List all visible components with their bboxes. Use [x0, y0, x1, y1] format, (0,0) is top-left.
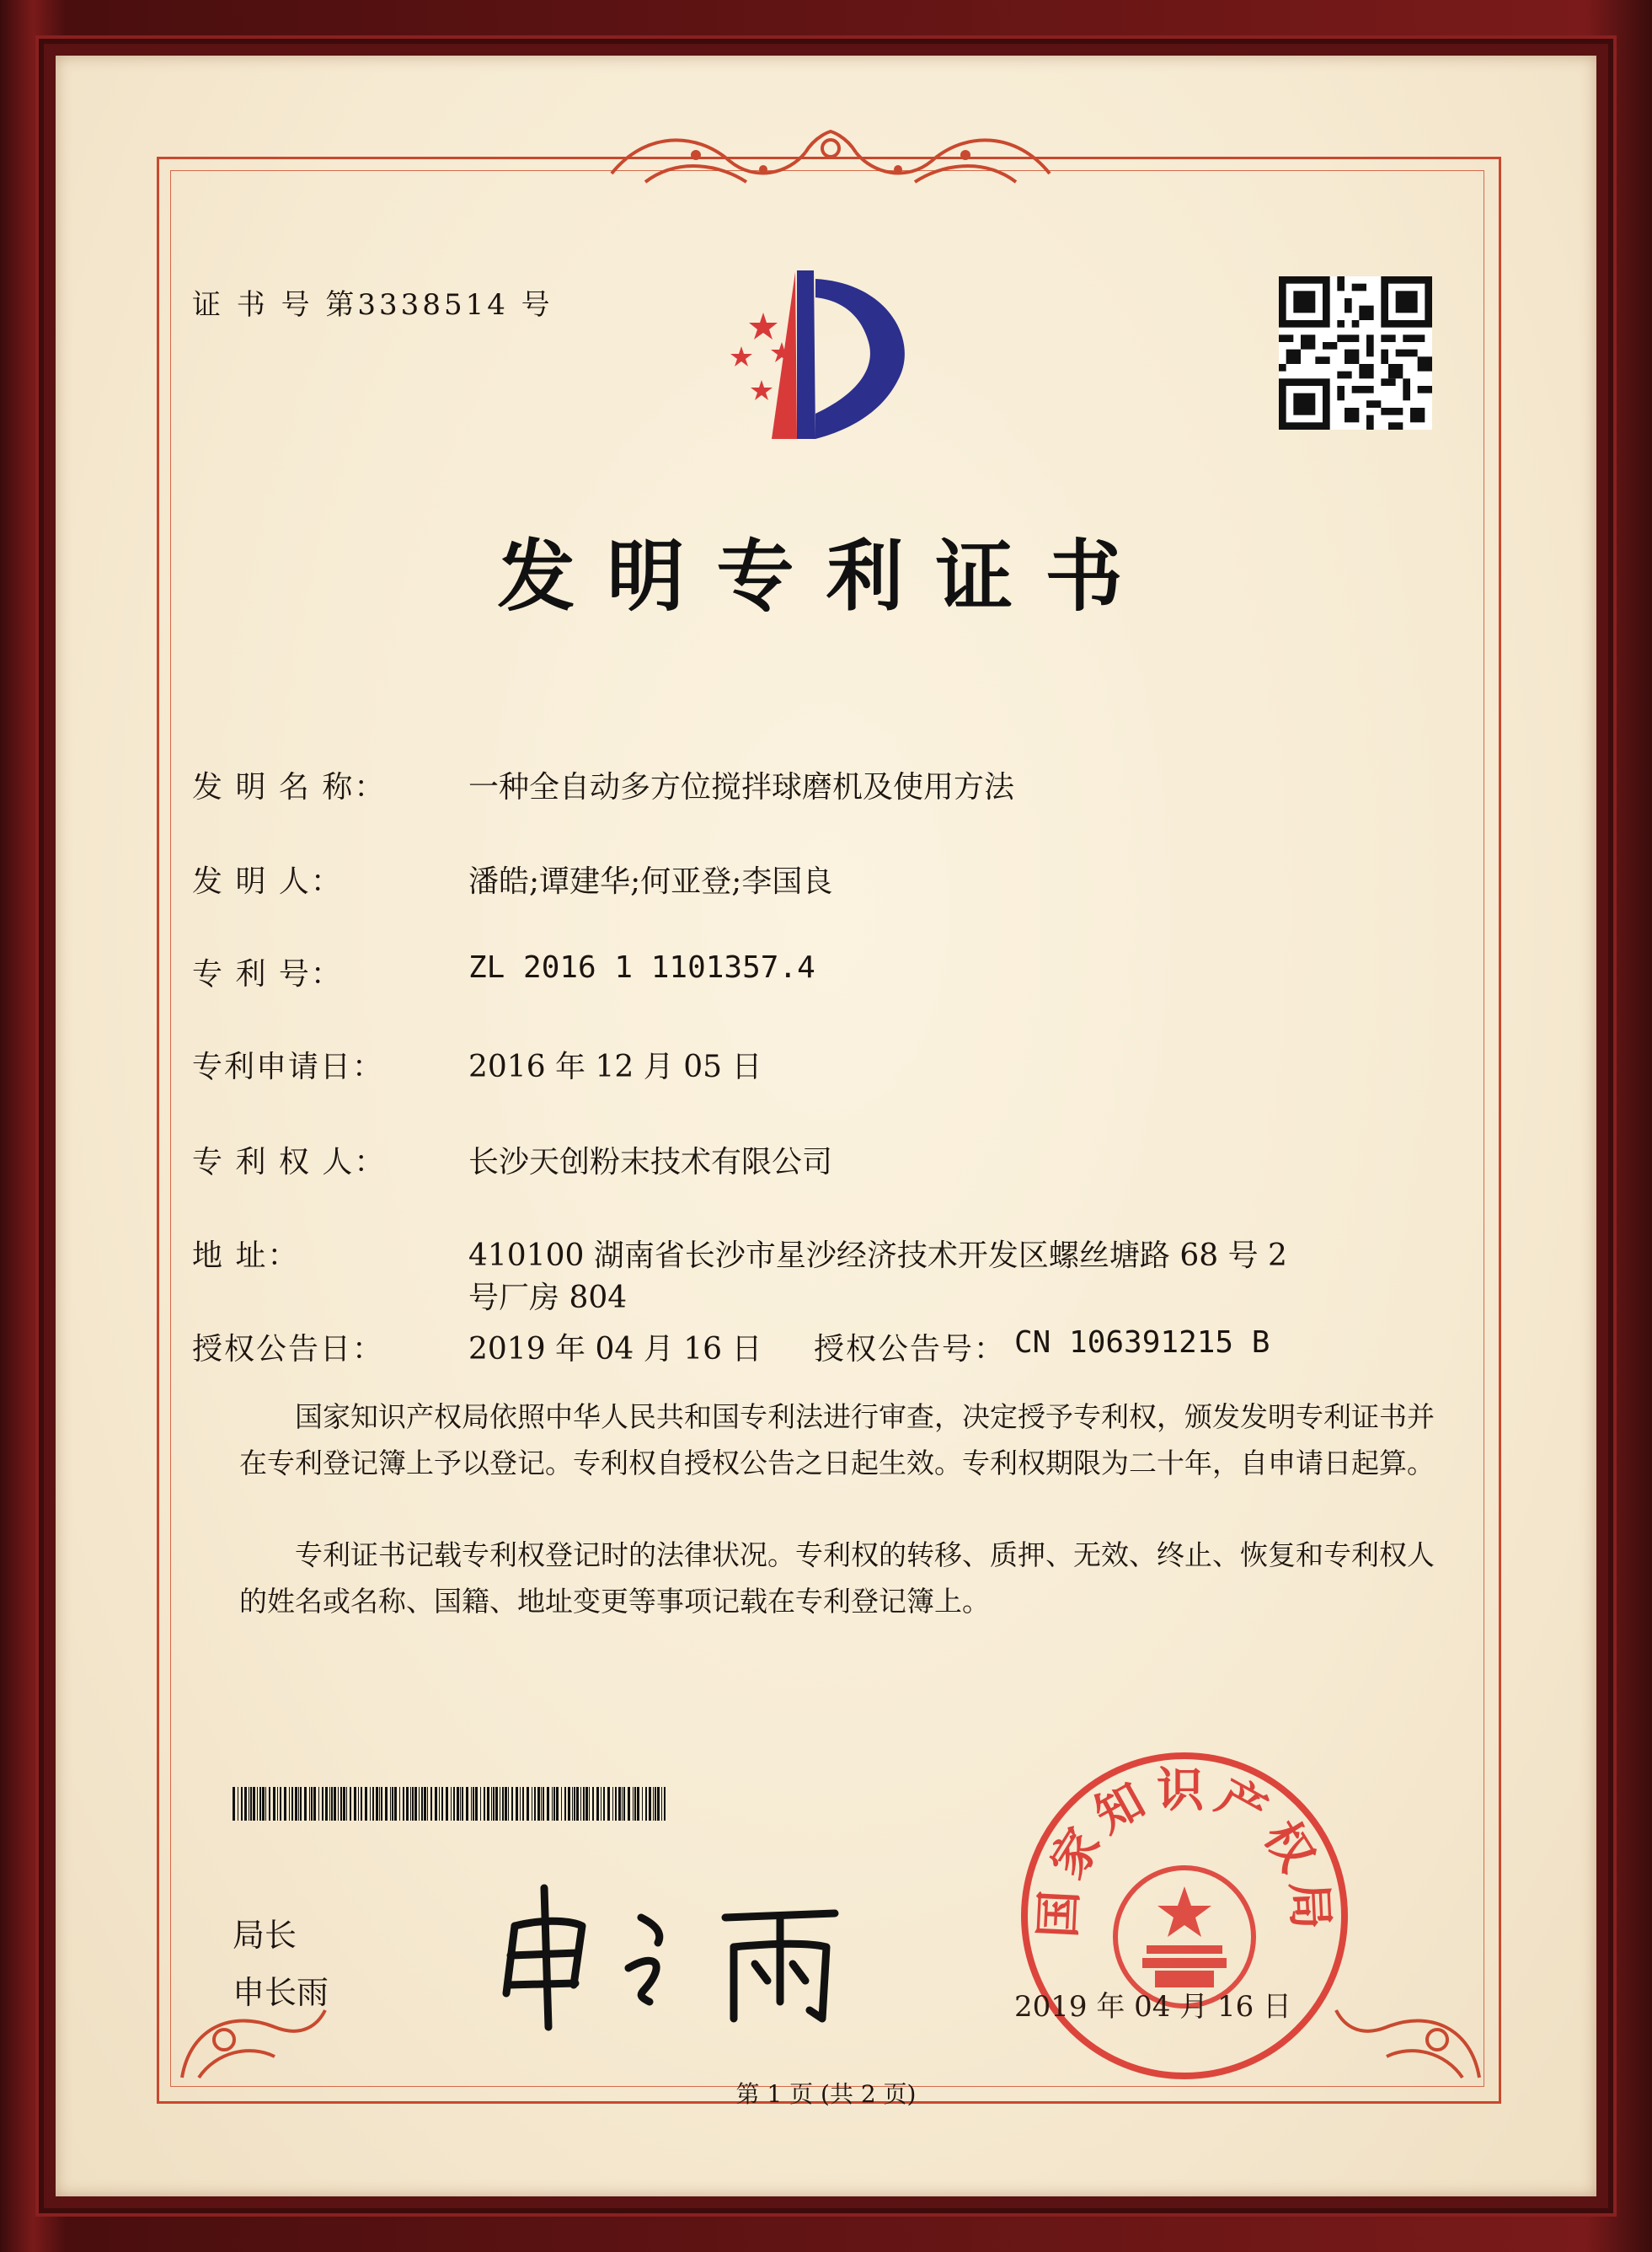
- inventor-label: 发 明 人：: [192, 864, 343, 899]
- invention-name: 一种全自动多方位搅拌球磨机及使用方法: [468, 770, 1015, 805]
- grant-date: 2019 年 04 月 16 日: [468, 1332, 762, 1367]
- grant-number: CN 106391215 B: [1014, 1325, 1270, 1360]
- director-title: 局长: [233, 1917, 297, 1954]
- address-line-1: 410100 湖南省长沙市星沙经济技术开发区螺丝塘路 68 号 2: [468, 1238, 1287, 1273]
- grant-date-label: 授权公告日：: [192, 1332, 385, 1367]
- invention-name-label: 发 明 名 称：: [192, 770, 387, 805]
- seal-date: 2019 年 04 月 16 日: [1014, 1990, 1292, 2024]
- application-date: 2016 年 12 月 05 日: [468, 1050, 762, 1084]
- certificate-number: 证 书 号 第3338514 号: [192, 288, 553, 322]
- director-name: 申长雨: [233, 1974, 329, 2011]
- page-number: 第 1 页 (共 2 页): [735, 2080, 917, 2108]
- patent-number-label: 专 利 号：: [192, 957, 343, 992]
- legal-paragraph-1: 国家知识产权局依照中华人民共和国专利法进行审查，决定授予专利权，颁发发明专利证书并在专利登记簿上予以登记。专利权自授权公告之日起生效。专利权期限为二十年，自申请日起算。: [239, 1400, 1435, 1479]
- address-label: 地 址：: [192, 1238, 300, 1273]
- inventor: 潘皓;谭建华;何亚登;李国良: [468, 864, 833, 899]
- top-ornament: [595, 123, 1067, 199]
- grant-number-label: 授权公告号：: [814, 1332, 1007, 1367]
- official-seal: [1016, 1747, 1353, 2084]
- address-line-2: 号厂房 804: [468, 1281, 628, 1315]
- patentee-label: 专 利 权 人：: [192, 1145, 387, 1179]
- barcode: [233, 1787, 671, 1821]
- certificate-paper: [56, 56, 1596, 2196]
- certificate-title: 发明专利证书: [497, 532, 1155, 622]
- patent-office-logo: [713, 262, 932, 456]
- patentee: 长沙天创粉末技术有限公司: [468, 1145, 833, 1179]
- handwritten-signature: [481, 1867, 877, 2035]
- patent-number: ZL 2016 1 1101357.4: [468, 950, 815, 985]
- application-date-label: 专利申请日：: [192, 1050, 385, 1084]
- qr-code: [1279, 276, 1432, 430]
- svg-text:国家知识产权局: 国家知识产权局: [1029, 1762, 1339, 1939]
- legal-paragraph-2: 专利证书记载专利权登记时的法律状况。专利权的转移、质押、无效、终止、恢复和专利权人的姓名或名称、国籍、地址变更等事项记载在专利登记簿上。: [239, 1538, 1435, 1618]
